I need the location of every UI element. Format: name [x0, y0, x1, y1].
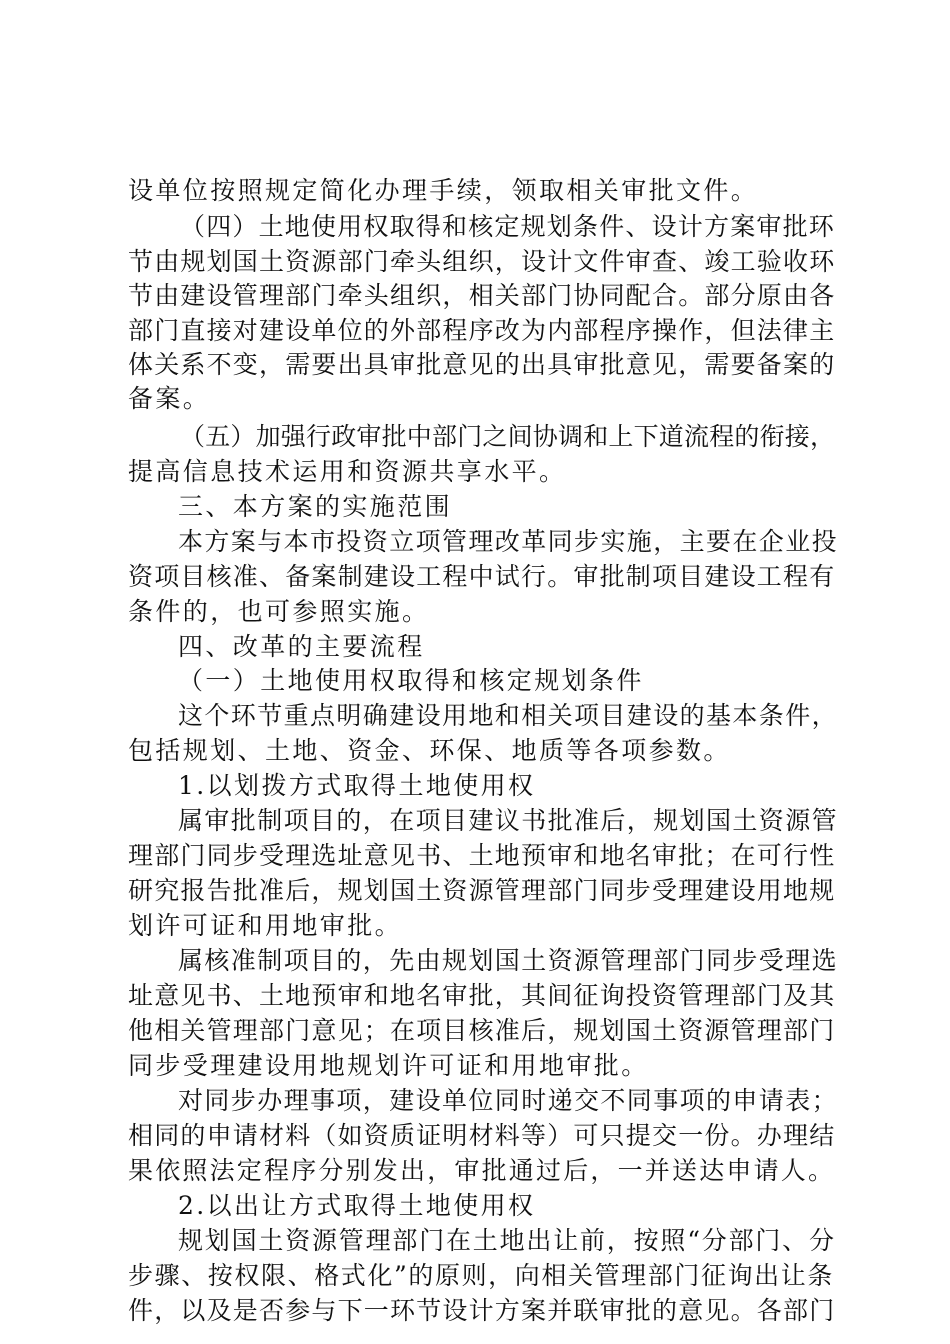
text-line: 设单位按照规定简化办理手续，领取相关审批文件。 [128, 176, 759, 205]
text-line: 这个环节重点明确建设用地和相关项目建设的基本条件， [178, 701, 839, 730]
text-line: 体关系不变，需要出具审批意见的出具审批意见，需要备案的 [128, 350, 836, 379]
text-line: 属核准制项目的，先由规划国土资源管理部门同步受理选 [178, 946, 839, 975]
text-line: 节由规划国土资源部门牵头组织，设计文件审查、竣工验收环 [128, 247, 836, 276]
item-heading: 1.以划拨方式取得土地使用权 [178, 771, 536, 800]
text-line: 资项目核准、备案制建设工程中试行。审批制项目建设工程有 [128, 562, 836, 591]
text-line: 同步受理建设用地规划许可证和用地审批。 [128, 1051, 649, 1080]
text-line: 理部门同步受理选址意见书、土地预审和地名审批；在可行性 [128, 841, 836, 870]
text-line: 规划国土资源管理部门在土地出让前，按照“分部门、分 [178, 1226, 836, 1255]
text-line: 他相关管理部门意见；在项目核准后，规划国土资源管理部门 [128, 1016, 836, 1045]
text-line: （五）加强行政审批中部门之间协调和上下道流程的衔接， [180, 422, 836, 451]
text-line: 部门直接对建设单位的外部程序改为内部程序操作，但法律主 [128, 316, 836, 345]
text-line: 果依照法定程序分别发出，审批通过后，一并送达申请人。 [128, 1156, 836, 1185]
text-line: 包括规划、土地、资金、环保、地质等各项参数。 [128, 736, 731, 765]
text-line: 本方案与本市投资立项管理改革同步实施，主要在企业投 [178, 527, 839, 556]
section-heading: 三、本方案的实施范围 [178, 492, 453, 521]
text-line: 条件的，也可参照实施。 [128, 597, 430, 626]
item-heading: 2.以出让方式取得土地使用权 [178, 1191, 536, 1220]
text-line: 步骤、按权限、格式化”的原则，向相关管理部门征询出让条 [128, 1261, 834, 1290]
text-line: （四）土地使用权取得和核定规划条件、设计方案审批环 [180, 212, 836, 241]
text-line: 件，以及是否参与下一环节设计方案并联审批的意见。各部门 [128, 1296, 836, 1325]
text-line: 对同步办理事项，建设单位同时递交不同事项的申请表； [178, 1086, 839, 1115]
text-line: 提高信息技术运用和资源共享水平。 [128, 457, 567, 486]
subsection-heading: （一）土地使用权取得和核定规划条件 [178, 666, 644, 695]
text-line: 划许可证和用地审批。 [128, 911, 403, 940]
text-line: 节由建设管理部门牵头组织，相关部门协同配合。部分原由各 [128, 281, 836, 310]
section-heading: 四、改革的主要流程 [178, 632, 425, 661]
text-line: 属审批制项目的，在项目建议书批准后，规划国土资源管 [178, 806, 839, 835]
text-line: 备案。 [128, 384, 211, 413]
text-line: 相同的申请材料（如资质证明材料等）可只提交一份。办理结 [128, 1121, 836, 1150]
text-line: 研究报告批准后，规划国土资源管理部门同步受理建设用地规 [128, 876, 836, 905]
text-line: 址意见书、土地预审和地名审批，其间征询投资管理部门及其 [128, 981, 836, 1010]
